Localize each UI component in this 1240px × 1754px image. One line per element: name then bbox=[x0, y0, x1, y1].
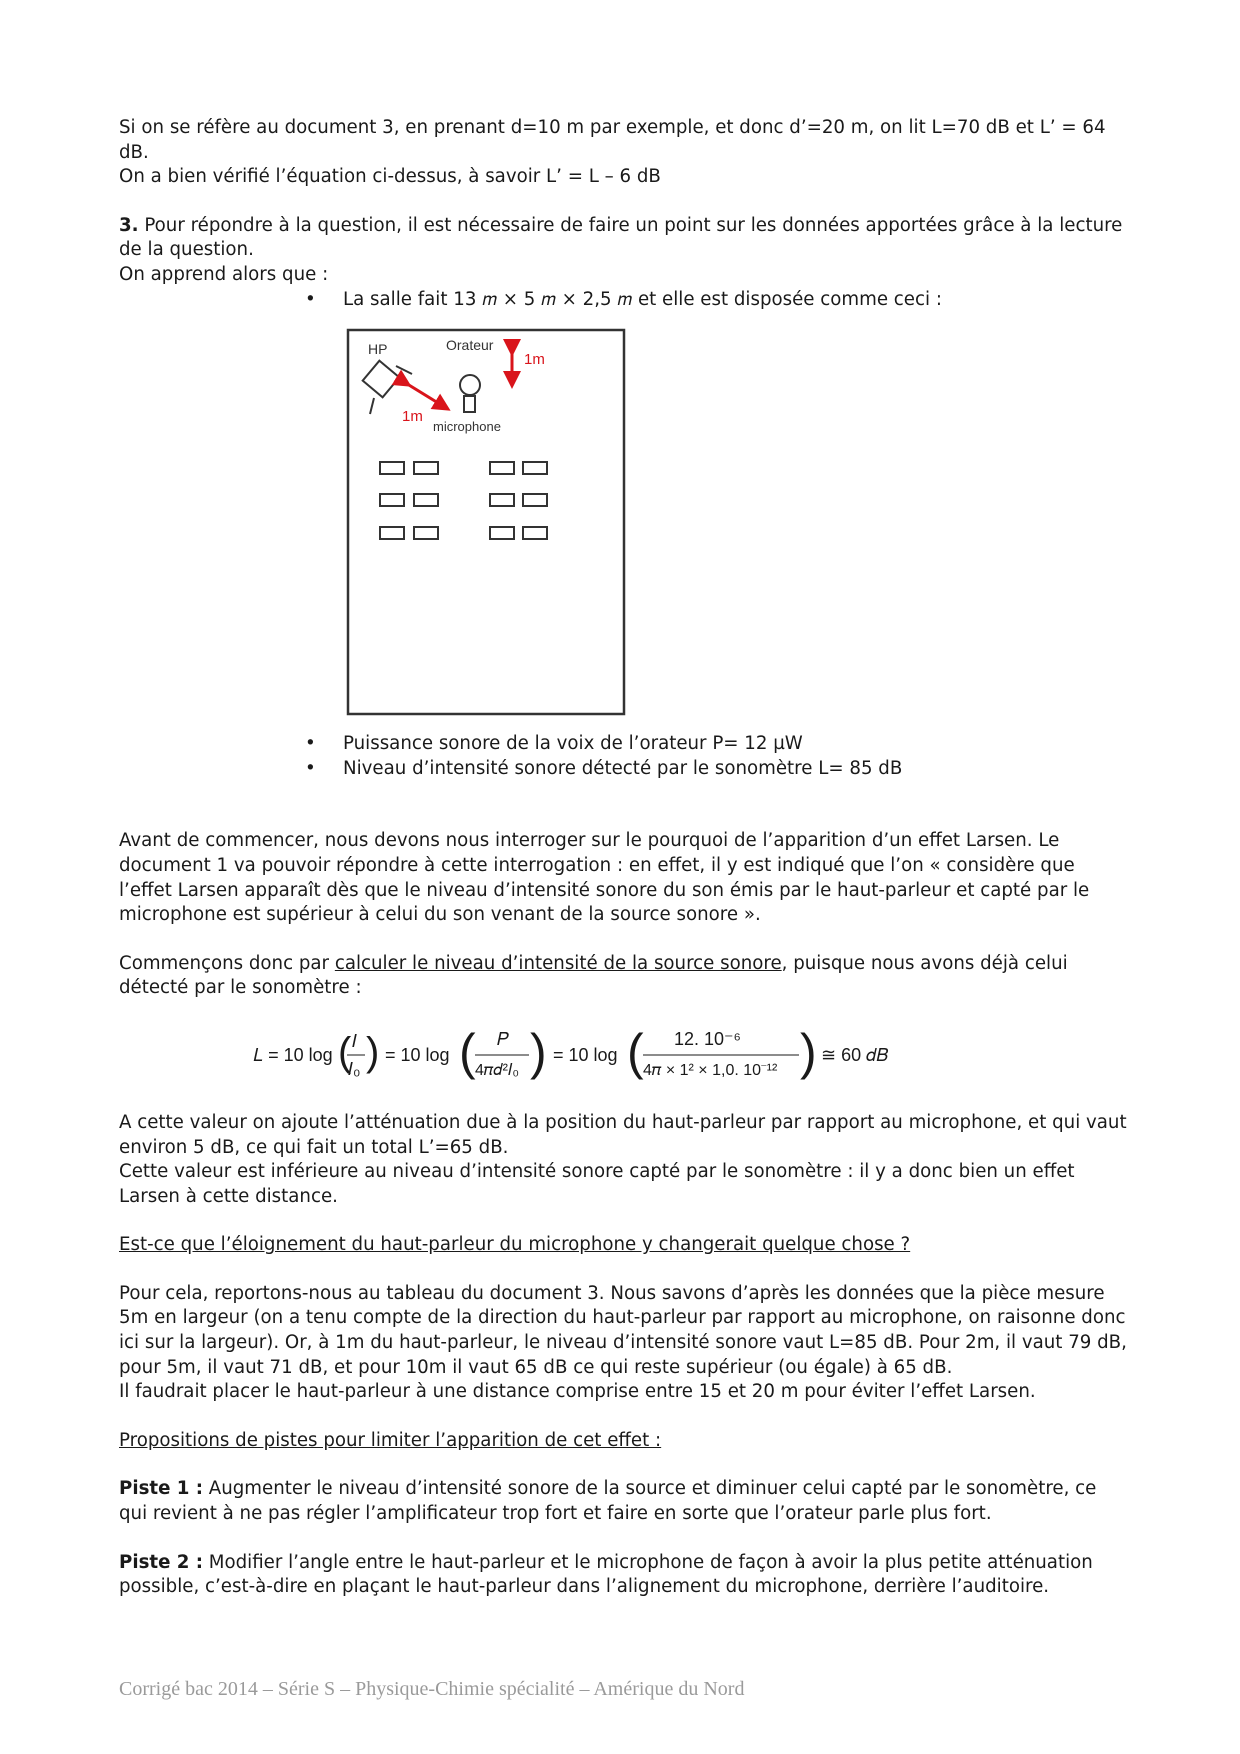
list-item bbox=[119, 757, 1129, 782]
paren: ( bbox=[338, 1029, 352, 1074]
bullet-text-room: La salle fait 13 𝑚 × 5 𝑚 × 2,5 𝑚 et elle est disposée comme ceci : bbox=[343, 288, 942, 310]
paragraph-commencons bbox=[119, 952, 1129, 1001]
page-footer: Corrigé bac 2014 – Série S – Physique-Chimie spécialité – Amérique du Nord bbox=[119, 1678, 745, 1700]
fraction-2-numerator: 𝑃 bbox=[497, 1028, 509, 1049]
paren: ( bbox=[627, 1023, 644, 1080]
hp-label: HP bbox=[368, 341, 388, 358]
data-list-2 bbox=[119, 732, 1129, 781]
paragraph-piste-2 bbox=[119, 1551, 1129, 1600]
paragraph-attenuation: A cette valeur on ajoute l’atténuation due à la position du haut-parleur par rapport au microphone, et qui vaut environ 5 dB, ce qui fait un total L’=65 dB. bbox=[119, 1111, 1127, 1158]
formula-result: ≅ 60 𝑑𝐵 bbox=[821, 1044, 889, 1065]
paragraph-inferieure: Cette valeur est inférieure au niveau d’intensité sonore capté par le sonomètre : il y a donc bien un effet Larsen à cette distance. bbox=[119, 1161, 1075, 1207]
fraction-3-denominator: 4𝜋 × 1² × 1,0. 10⁻¹² bbox=[643, 1061, 778, 1079]
seat bbox=[490, 527, 514, 539]
paragraph-pour-cela: Pour cela, reportons-nous au tableau du document 3. Nous savons d’après les données que la pièce mesure 5m en largeur (on a tenu compte de la direction du haut-parleur par rapport au microphone, on raisonne donc ici sur la largeur). Or, à 1m du haut-parleur, le niveau d’intensité sonore vaut L=85 dB. Pour 2m, il vaut 79 dB, pour 5m, il vaut 71 dB, et pour 10m il vaut 65 dB ce qui reste supérieur (ou égale) à 65 dB. bbox=[119, 1282, 1127, 1378]
bullet-text-level: Niveau d’intensité sonore détecté par le sonomètre L= 85 dB bbox=[343, 757, 903, 779]
paragraph-avant-commencer: Avant de commencer, nous devons nous interroger sur le pourquoi de l’apparition d’un effet Larsen. Le document 1 va pouvoir répondre à cette interrogation : en effet, il y est indiqué que l’on « considère que l’effet Larsen apparaît dès que le niveau d’intensité sonore du son émis par le haut-parleur et capté par le microphone est supérieur à celui du son venant de la source sonore ». bbox=[119, 830, 1090, 926]
paren: ) bbox=[800, 1023, 817, 1080]
paren: ( bbox=[459, 1023, 476, 1080]
piste-1-label: Piste 1 : bbox=[119, 1478, 204, 1500]
seat bbox=[490, 494, 514, 506]
distance-label-diagonal: 1m bbox=[402, 408, 423, 426]
seat bbox=[380, 462, 404, 474]
piste-2-text: Modifier l’angle entre le haut-parleur et le microphone de façon à avoir la plus petite atténuation possible, c’est-à-dire en plaçant le haut-parleur dans l’alignement du microphone, derrière l’auditoire. bbox=[119, 1551, 1093, 1598]
question-eloignement: Est-ce que l’éloignement du haut-parleur du microphone y changerait quelque chose ? bbox=[119, 1234, 911, 1256]
heading-propositions: Propositions de pistes pour limiter l’apparition de cet effet : bbox=[119, 1429, 662, 1451]
bullet-icon: • bbox=[305, 733, 316, 755]
speaker-icon bbox=[363, 361, 412, 414]
data-list-1 bbox=[119, 288, 1129, 313]
audience-seats bbox=[380, 462, 547, 539]
bullet-icon: • bbox=[305, 757, 316, 779]
microphone-icon bbox=[460, 375, 480, 412]
paren: ) bbox=[530, 1023, 547, 1080]
bullet-icon: • bbox=[305, 288, 316, 310]
list-item bbox=[119, 288, 1129, 313]
question-3-text: Pour répondre à la question, il est nécessaire de faire un point sur les données apportées grâce à la lecture de la question. bbox=[119, 214, 1123, 261]
distance-label-vertical: 1m bbox=[524, 351, 545, 369]
bullet-text-power: Puissance sonore de la voix de l’orateur P= 12 µW bbox=[343, 733, 803, 755]
paragraph-reference-doc3: Si on se réfère au document 3, en prenant d=10 m par exemple, et donc d’=20 m, on lit L=70 dB et L’ = 64 dB. bbox=[119, 117, 1106, 163]
paren: ) bbox=[366, 1029, 380, 1074]
underlined-task: calculer le niveau d’intensité de la source sonore bbox=[334, 952, 782, 974]
paragraph-piste-1 bbox=[119, 1477, 1129, 1526]
formula-lhs: 𝐿 = 10 log bbox=[253, 1044, 333, 1065]
list-item bbox=[119, 732, 1129, 757]
piste-1-text: Augmenter le niveau d’intensité sonore de la source et diminuer celui capté par le sonomètre, ce qui revient à ne pas régler l’amplificateur trop fort et faire en sorte que l’orateur parle plus fort. bbox=[119, 1478, 1097, 1525]
fraction-2-denominator: 4𝜋𝑑²𝐼₀ bbox=[475, 1061, 520, 1079]
room-layout-figure bbox=[346, 328, 626, 716]
fraction-1-denominator: 𝐼₀ bbox=[348, 1058, 361, 1079]
question-number: 3. bbox=[119, 214, 139, 236]
seat bbox=[523, 494, 547, 506]
question-3-intro bbox=[119, 214, 1129, 263]
seat bbox=[523, 462, 547, 474]
seat bbox=[380, 527, 404, 539]
text-run: , puisque nous avons déjà celui détecté par le sonomètre : bbox=[119, 952, 1068, 999]
orateur-label: Orateur bbox=[446, 337, 494, 354]
fraction-1-numerator: 𝐼 bbox=[352, 1030, 358, 1051]
seat bbox=[380, 494, 404, 506]
text-run: Commençons donc par bbox=[119, 952, 335, 974]
distance-arrow-diagonal bbox=[404, 382, 443, 406]
microphone-label: microphone bbox=[433, 419, 501, 435]
piste-2-label: Piste 2 : bbox=[119, 1551, 204, 1573]
paragraph-on-apprend: On apprend alors que : bbox=[119, 263, 329, 285]
formula-eq-3: = 10 log bbox=[553, 1044, 618, 1065]
document-page bbox=[119, 116, 1129, 1600]
paragraph-faudrait: Il faudrait placer le haut-parleur à une distance comprise entre 15 et 20 m pour éviter l’effet Larsen. bbox=[119, 1381, 1036, 1403]
seat bbox=[414, 462, 438, 474]
fraction-3-numerator: 12. 10⁻⁶ bbox=[674, 1028, 741, 1049]
seat bbox=[414, 527, 438, 539]
formula-eq-2: = 10 log bbox=[385, 1044, 450, 1065]
seat bbox=[414, 494, 438, 506]
seat bbox=[490, 462, 514, 474]
seat bbox=[523, 527, 547, 539]
paragraph-verification: On a bien vérifié l’équation ci-dessus, à savoir L’ = L – 6 dB bbox=[119, 166, 661, 188]
formula-intensity-level bbox=[119, 1019, 1129, 1089]
